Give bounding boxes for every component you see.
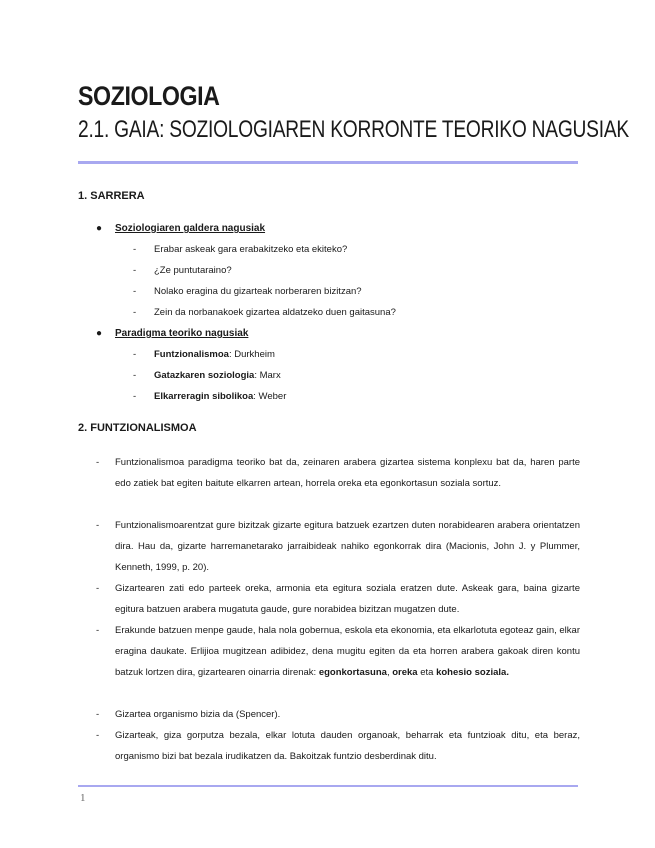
dash-icon: - <box>96 625 100 636</box>
paragraph <box>96 578 580 620</box>
dash-icon: - <box>133 265 137 276</box>
bullet-label: Paradigma teoriko nagusiak <box>115 328 249 339</box>
list-item-text: ¿Ze puntutaraino? <box>154 265 232 276</box>
list-item-text <box>154 348 275 362</box>
key-term: egonkortasuna <box>318 667 387 678</box>
dash-icon: - <box>96 457 100 468</box>
list-item-text <box>154 390 286 404</box>
key-term: kohesio soziala <box>436 667 507 678</box>
list-item-text: Erabar askeak gara erabakitzeko eta ekiteko? <box>154 244 348 255</box>
bullet-label: Soziologiaren galdera nagusiak <box>115 223 266 234</box>
section-heading-sarrera: 1. SARRERA <box>78 190 145 202</box>
paragraph-text: Gizartearen zati edo parteek oreka, armonia eta egitura soziala eratzen dute. Askeak gara, baina gizarte egitura batzuen arabera mugatuta gaude, gure norabidea bizitzan mugatzen dute. <box>115 583 580 615</box>
dash-icon: - <box>133 307 137 318</box>
dash-icon: - <box>96 583 100 594</box>
paradigm-term: Funtzionalismoa <box>154 349 229 360</box>
dash-icon: - <box>133 349 137 360</box>
footer-divider <box>78 785 578 787</box>
key-term: oreka <box>392 667 418 678</box>
list-item-text: Zein da norbanakoek gizartea aldatzeko duen gaitasuna? <box>154 307 396 318</box>
list-item-text: Nolako eragina du gizarteak norberaren bizitzan? <box>154 286 362 297</box>
page-number: 1 <box>80 792 86 804</box>
list-item-text <box>154 369 281 383</box>
section-heading-funtzionalismoa: 2. FUNTZIONALISMOA <box>78 422 197 434</box>
document-title: SOZIOLOGIA <box>78 81 220 111</box>
paradigm-author: : Marx <box>254 370 281 381</box>
paragraph-text: Funtzionalismoarentzat gure bizitzak gizarte egitura batzuek ezartzen duten norabidearen arabera orientatzen dira. Hau da, gizarte harremanetarako jarraibideak nahiko egonkorrak dira (Macionis, John J. y Plummer, Kenneth, 1999, p. 20). <box>115 520 580 573</box>
dash-icon: - <box>133 391 137 402</box>
separator: eta <box>417 667 437 678</box>
dash-icon: - <box>96 730 100 741</box>
paradigm-term: Elkarreragin sibolikoa <box>154 391 254 402</box>
paragraph <box>96 725 580 767</box>
bullet-icon: ● <box>96 328 103 339</box>
dash-icon: - <box>96 520 100 531</box>
paradigm-author: : Weber <box>253 391 287 402</box>
separator: , <box>386 667 393 678</box>
paragraph <box>96 452 580 494</box>
dash-icon: - <box>133 244 137 255</box>
paragraph <box>96 620 580 683</box>
paragraph-text: Gizartea organismo bizia da (Spencer). <box>115 709 281 720</box>
paradigm-term: Gatazkaren soziologia <box>154 370 255 381</box>
dash-icon: - <box>133 370 137 381</box>
document-subtitle: 2.1. GAIA: SOZIOLOGIAREN KORRONTE TEORIKO NAGUSIAK <box>78 116 629 143</box>
paragraph-text: Gizarteak, giza gorputza bezala, elkar lotuta dauden organoak, beharrak eta funtzioak ditu, eta beraz, organismo bizi bat bezala irudikatzen da. Bakoitzak funtzio desberdinak ditu. <box>115 730 580 762</box>
dash-icon: - <box>96 709 100 720</box>
header-divider <box>78 161 578 164</box>
paragraph <box>96 515 580 578</box>
bullet-icon: ● <box>96 223 103 234</box>
paragraph-text <box>115 620 580 683</box>
paragraph <box>96 704 580 725</box>
paragraph-body: Erakunde batzuen menpe gaude, hala nola gobernua, eskola eta ekonomia, eta elkarlotuta egoteaz gain, elkar eragina daukate. Erlijioa mugitzean adibidez, dena mugitu egiten da eta horren arabera gakoak diren kontu batzuk lortzen dira, gizartearen oinarria direnak: <box>115 625 580 678</box>
paragraph-text: Funtzionalismoa paradigma teoriko bat da, zeinaren arabera gizartea sistema konplexu bat da, haren parte edo zatiek bat egiten baitute elkarren artean, horrela oreka eta egonkortasun soziala sortuz. <box>115 457 580 489</box>
sentence-end: . <box>506 667 509 678</box>
paradigm-author: : Durkheim <box>228 349 275 360</box>
dash-icon: - <box>133 286 137 297</box>
